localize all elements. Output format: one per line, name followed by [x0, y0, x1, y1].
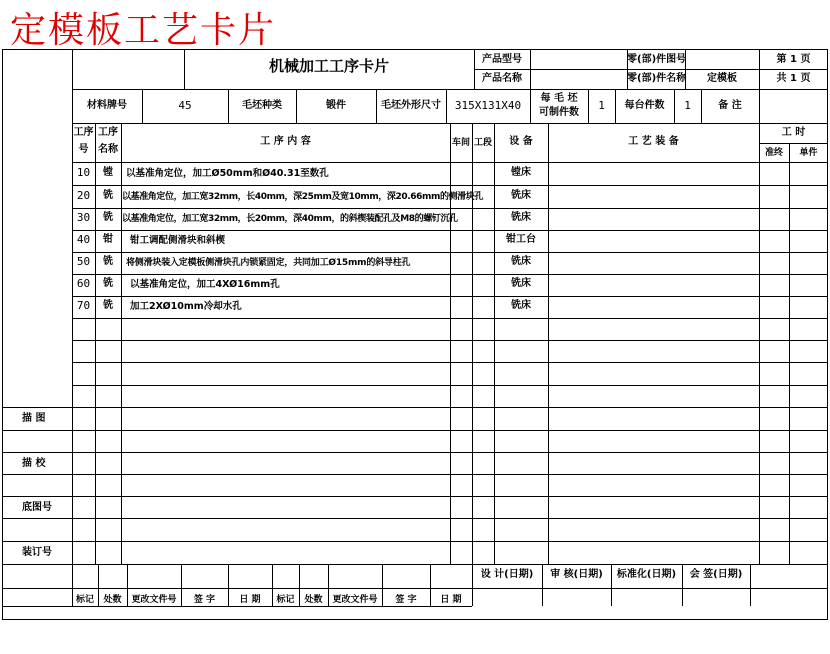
col-op-no-1: 工序	[73, 127, 94, 138]
op-equipment: 铣床	[511, 300, 531, 311]
col-workshop: 车间	[451, 138, 470, 148]
col-op-name-1: 工序	[98, 127, 118, 138]
revision-date-label: 日 期	[239, 595, 261, 605]
op-equipment: 镗床	[511, 167, 531, 178]
op-equipment: 铣床	[511, 212, 531, 223]
countersign-date-label: 会 签(日期)	[689, 569, 743, 580]
revision-doc-no-label: 更改文件号	[332, 595, 378, 605]
page-total: 共 1 页	[776, 73, 811, 84]
op-equipment: 铣床	[511, 256, 531, 267]
op-number: 50	[76, 255, 91, 268]
op-number: 10	[76, 166, 91, 179]
pieces-per-blank-label-1: 每 毛 坯	[540, 93, 578, 104]
op-equipment: 铣床	[511, 278, 531, 289]
col-op-name-2: 名称	[98, 144, 118, 155]
op-number: 20	[76, 189, 91, 202]
part-name-label: 零(部)件名称	[627, 73, 687, 84]
product-name-label: 产品名称	[482, 73, 522, 84]
op-number: 60	[76, 277, 91, 290]
col-time-prep: 准终	[764, 148, 783, 158]
op-content: 将侧滑块装入定模板侧滑块孔内锁紧固定，共同加工Ø15mm的斜导柱孔	[126, 258, 411, 268]
page-number: 第 1 页	[776, 54, 811, 65]
material-grade-value: 45	[178, 99, 192, 112]
op-name: 铣	[103, 300, 113, 311]
op-number: 70	[76, 299, 91, 312]
card-title: 机械加工工序卡片	[268, 57, 389, 75]
design-date-label: 设 计(日期)	[480, 569, 534, 580]
blank-type-value: 锻件	[326, 100, 346, 111]
side-label-base-drawing-no: 底图号	[22, 502, 52, 513]
op-number: 40	[76, 233, 91, 246]
op-content: 加工2XØ10mm冷却水孔	[130, 301, 242, 312]
side-label-trace-check: 描 校	[22, 458, 46, 469]
revision-signature-label: 签 字	[395, 595, 417, 605]
revision-doc-no-label: 更改文件号	[131, 595, 177, 605]
col-equipment: 设 备	[509, 136, 533, 147]
col-time-unit: 单件	[799, 148, 818, 158]
part-drawing-label: 零(部)件图号	[627, 54, 687, 65]
revision-mark-label: 标记	[75, 595, 94, 605]
op-name: 铣	[103, 278, 113, 289]
pieces-per-unit-value: 1	[684, 99, 691, 112]
op-name: 铣	[103, 190, 113, 201]
col-tooling: 工 艺 装 备	[628, 136, 679, 147]
standardization-date-label: 标准化(日期)	[616, 569, 677, 580]
blank-type-label: 毛坯种类	[242, 100, 282, 111]
op-name: 铣	[103, 212, 113, 223]
col-section: 工段	[473, 138, 492, 148]
op-content: 以基准角定位，加工宽32mm，长20mm，深40mm，的斜楔装配孔及M8的螺钉沉孔	[122, 214, 458, 224]
revision-count-label: 处数	[304, 595, 323, 605]
op-name: 钳	[103, 234, 113, 245]
blank-size-value: 315X131X40	[454, 99, 522, 112]
pieces-per-unit-label: 每台件数	[624, 100, 665, 111]
pieces-per-blank-label-2: 可制件数	[539, 107, 579, 118]
side-label-trace: 描 图	[22, 413, 46, 424]
op-content: 以基准角定位，加工宽32mm，长40mm，深25mm及宽10mm，深20.66mm的侧滑块孔	[122, 192, 483, 202]
op-number: 30	[76, 211, 91, 224]
op-content: 以基准角定位，加工4XØ16mm孔	[130, 279, 280, 290]
material-grade-label: 材料牌号	[87, 100, 127, 111]
op-content: 钳工调配侧滑块和斜楔	[130, 235, 226, 246]
revision-date-label: 日 期	[440, 595, 462, 605]
revision-mark-label: 标记	[276, 595, 295, 605]
review-date-label: 审 核(日期)	[550, 569, 603, 580]
blank-size-label: 毛坯外形尺寸	[381, 100, 441, 111]
op-name: 镗	[103, 167, 113, 178]
op-name: 铣	[103, 256, 113, 267]
op-equipment: 钳工台	[506, 234, 536, 245]
part-name-value: 定模板	[707, 73, 737, 84]
revision-signature-label: 签 字	[193, 595, 216, 605]
side-label-binding-no: 装订号	[22, 547, 52, 558]
remark-label: 备 注	[718, 100, 742, 111]
pieces-per-blank-value: 1	[598, 99, 605, 112]
col-time: 工 时	[781, 127, 806, 138]
page-title: 定模板工艺卡片	[10, 10, 277, 51]
revision-count-label: 处数	[103, 595, 122, 605]
op-content: 以基准角定位，加工Ø50mm和Ø40.31至数孔	[126, 168, 329, 179]
product-model-label: 产品型号	[482, 54, 522, 65]
col-op-no-2: 号	[78, 144, 89, 155]
op-equipment: 铣床	[511, 190, 531, 201]
col-content: 工 序 内 容	[260, 136, 311, 147]
